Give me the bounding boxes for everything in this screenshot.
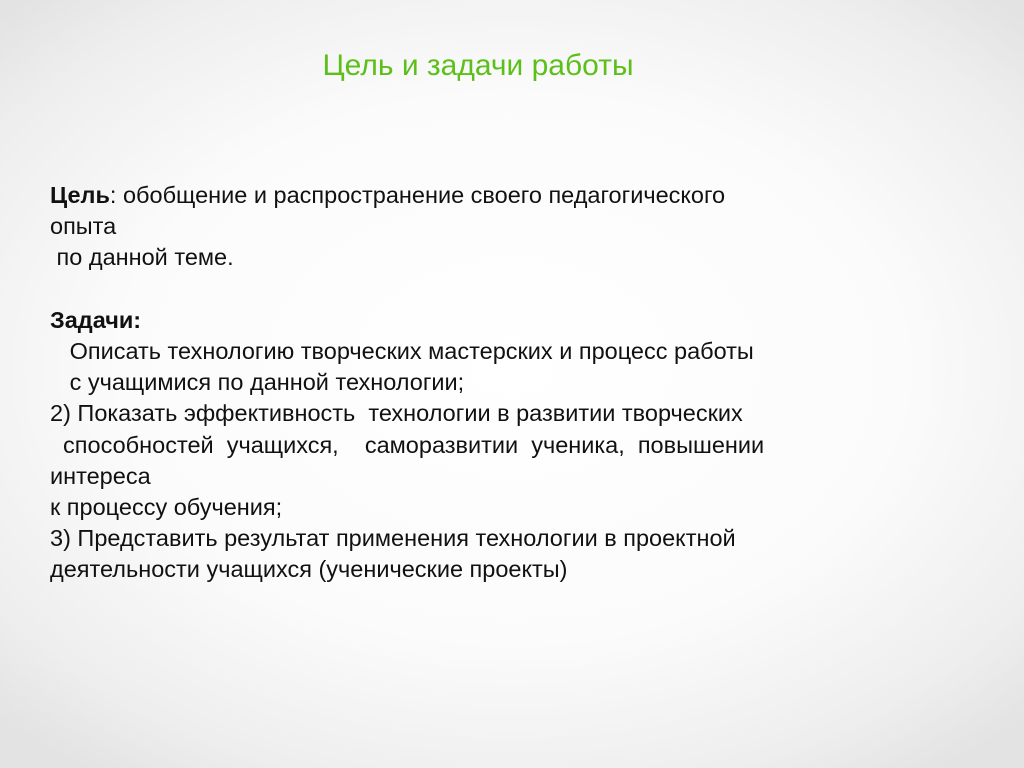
goal-line-2: опыта: [50, 213, 117, 240]
goal-text: : обобщение и распространение своего педагогического: [109, 182, 726, 208]
spacer: [50, 274, 920, 305]
task-line: способностей учащихся, саморазвитии ученика, повышении: [50, 431, 765, 458]
task-line: к процессу обучения;: [50, 493, 283, 520]
tasks-label: Задачи:: [50, 306, 142, 333]
task-line: 3) Представить результат применения технологии в проектной: [50, 525, 736, 552]
goal-line-1: [50, 180, 920, 211]
goal-label: Цель: [50, 182, 110, 208]
task-line: с учащимися по данной технологии;: [50, 369, 465, 396]
tasks-heading: [50, 305, 920, 336]
task-line: Описать технологию творческих мастерских и процесс работы: [50, 337, 754, 364]
goal-line-3: по данной теме.: [50, 244, 234, 271]
task-line: 2) Показать эффективность технологии в развитии творческих: [50, 400, 743, 427]
slide-title: Цель и задачи работы: [322, 49, 634, 82]
task-line: деятельности учащихся (ученические проекты): [50, 556, 568, 583]
slide-body: [50, 180, 920, 585]
task-line: интереса: [50, 462, 151, 489]
